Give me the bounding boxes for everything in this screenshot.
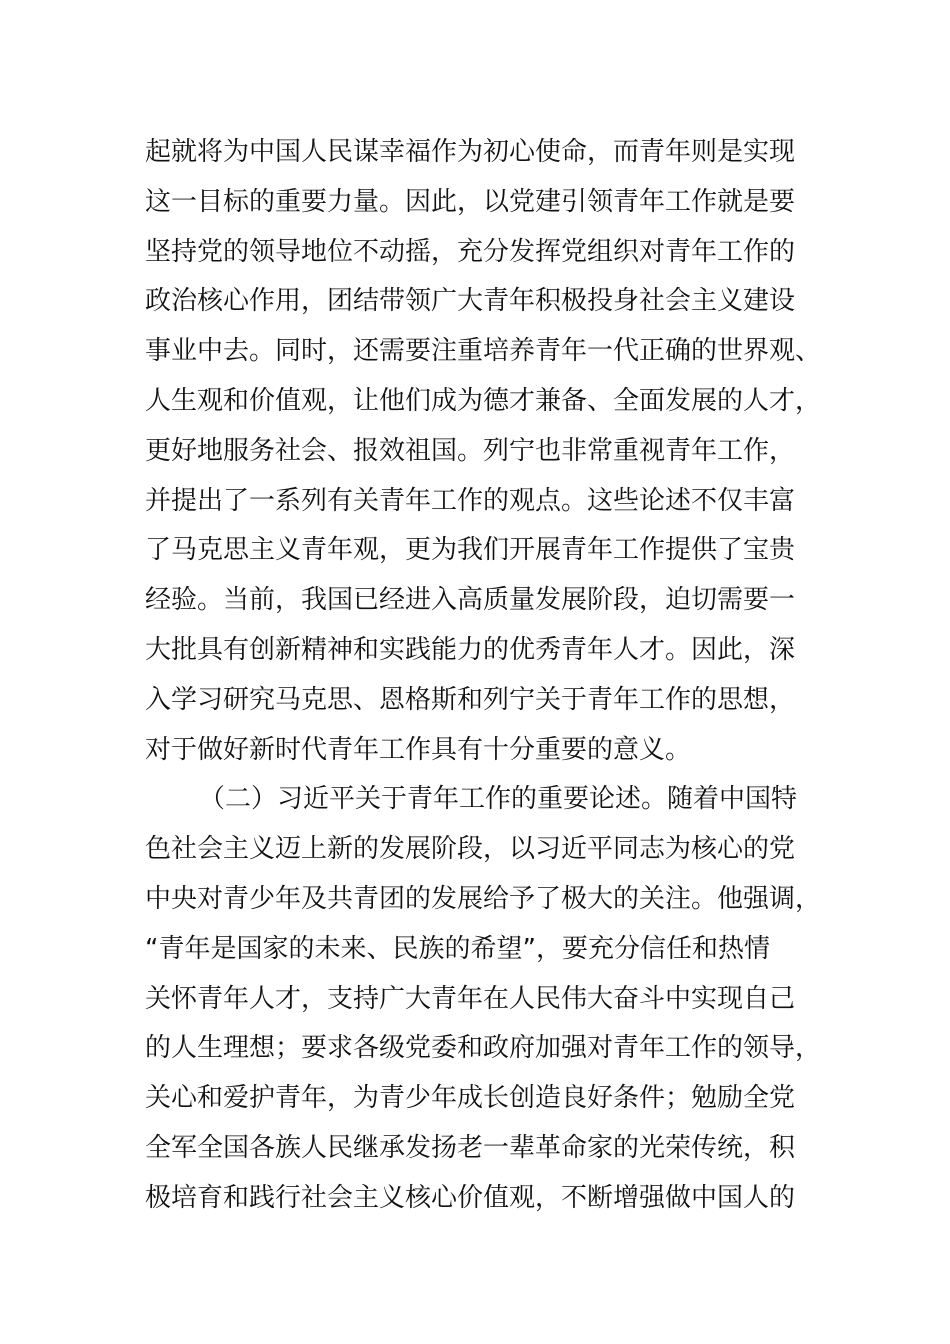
text-line: 更好地服务社会、报效祖国。列宁也非常重视青年工作， (145, 435, 796, 466)
text-line: 坚持党的领导地位不动摇，充分发挥党组织对青年工作的 (145, 236, 796, 267)
text-line: 这一目标的重要力量。因此，以党建引领青年工作就是要 (145, 186, 796, 217)
text-line: 了马克思主义青年观，更为我们开展青年工作提供了宝贵 (145, 535, 796, 566)
text-line: 对于做好新时代青年工作具有十分重要的意义。 (145, 734, 692, 765)
text-line: 人生观和价值观，让他们成为德才兼备、全面发展的人才， (145, 385, 822, 416)
text-line: 起就将为中国人民谋幸福作为初心使命，而青年则是实现 (145, 137, 796, 167)
body-text (145, 128, 822, 1224)
text-line: 经验。当前，我国已经进入高质量发展阶段，迫切需要一 (145, 585, 796, 616)
text-line: 关心和爱护青年，为青少年成长创造良好条件；勉励全党 (145, 1083, 796, 1114)
text-line: 中央对青少年及共青团的发展给予了极大的关注。他强调， (145, 883, 822, 914)
text-line: 关怀青年人才，支持广大青年在人民伟大奋斗中实现自己 (145, 983, 796, 1014)
text-line: “青年是国家的未来、民族的希望”，要充分信任和热情 (145, 933, 770, 964)
text-line: 色社会主义迈上新的发展阶段，以习近平同志为核心的党 (145, 834, 796, 865)
text-line: 事业中去。同时，还需要注重培养青年一代正确的世界观、 (145, 336, 822, 367)
text-line: 的人生理想；要求各级党委和政府加强对青年工作的领导， (145, 1033, 822, 1064)
text-line: 入学习研究马克思、恩格斯和列宁关于青年工作的思想， (145, 684, 796, 715)
text-line: 全军全国各族人民继承发扬老一辈革命家的光荣传统，积 (145, 1132, 796, 1163)
text-line: 政治核心作用，团结带领广大青年积极投身社会主义建设 (145, 286, 796, 317)
section-heading-line: （二）习近平关于青年工作的重要论述。随着中国特 (199, 784, 798, 815)
text-line: 并提出了一系列有关青年工作的观点。这些论述不仅丰富 (145, 485, 796, 516)
text-line: 极培育和践行社会主义核心价值观，不断增强做中国人的 (145, 1182, 796, 1213)
text-line: 大批具有创新精神和实践能力的优秀青年人才。因此，深 (145, 634, 796, 665)
